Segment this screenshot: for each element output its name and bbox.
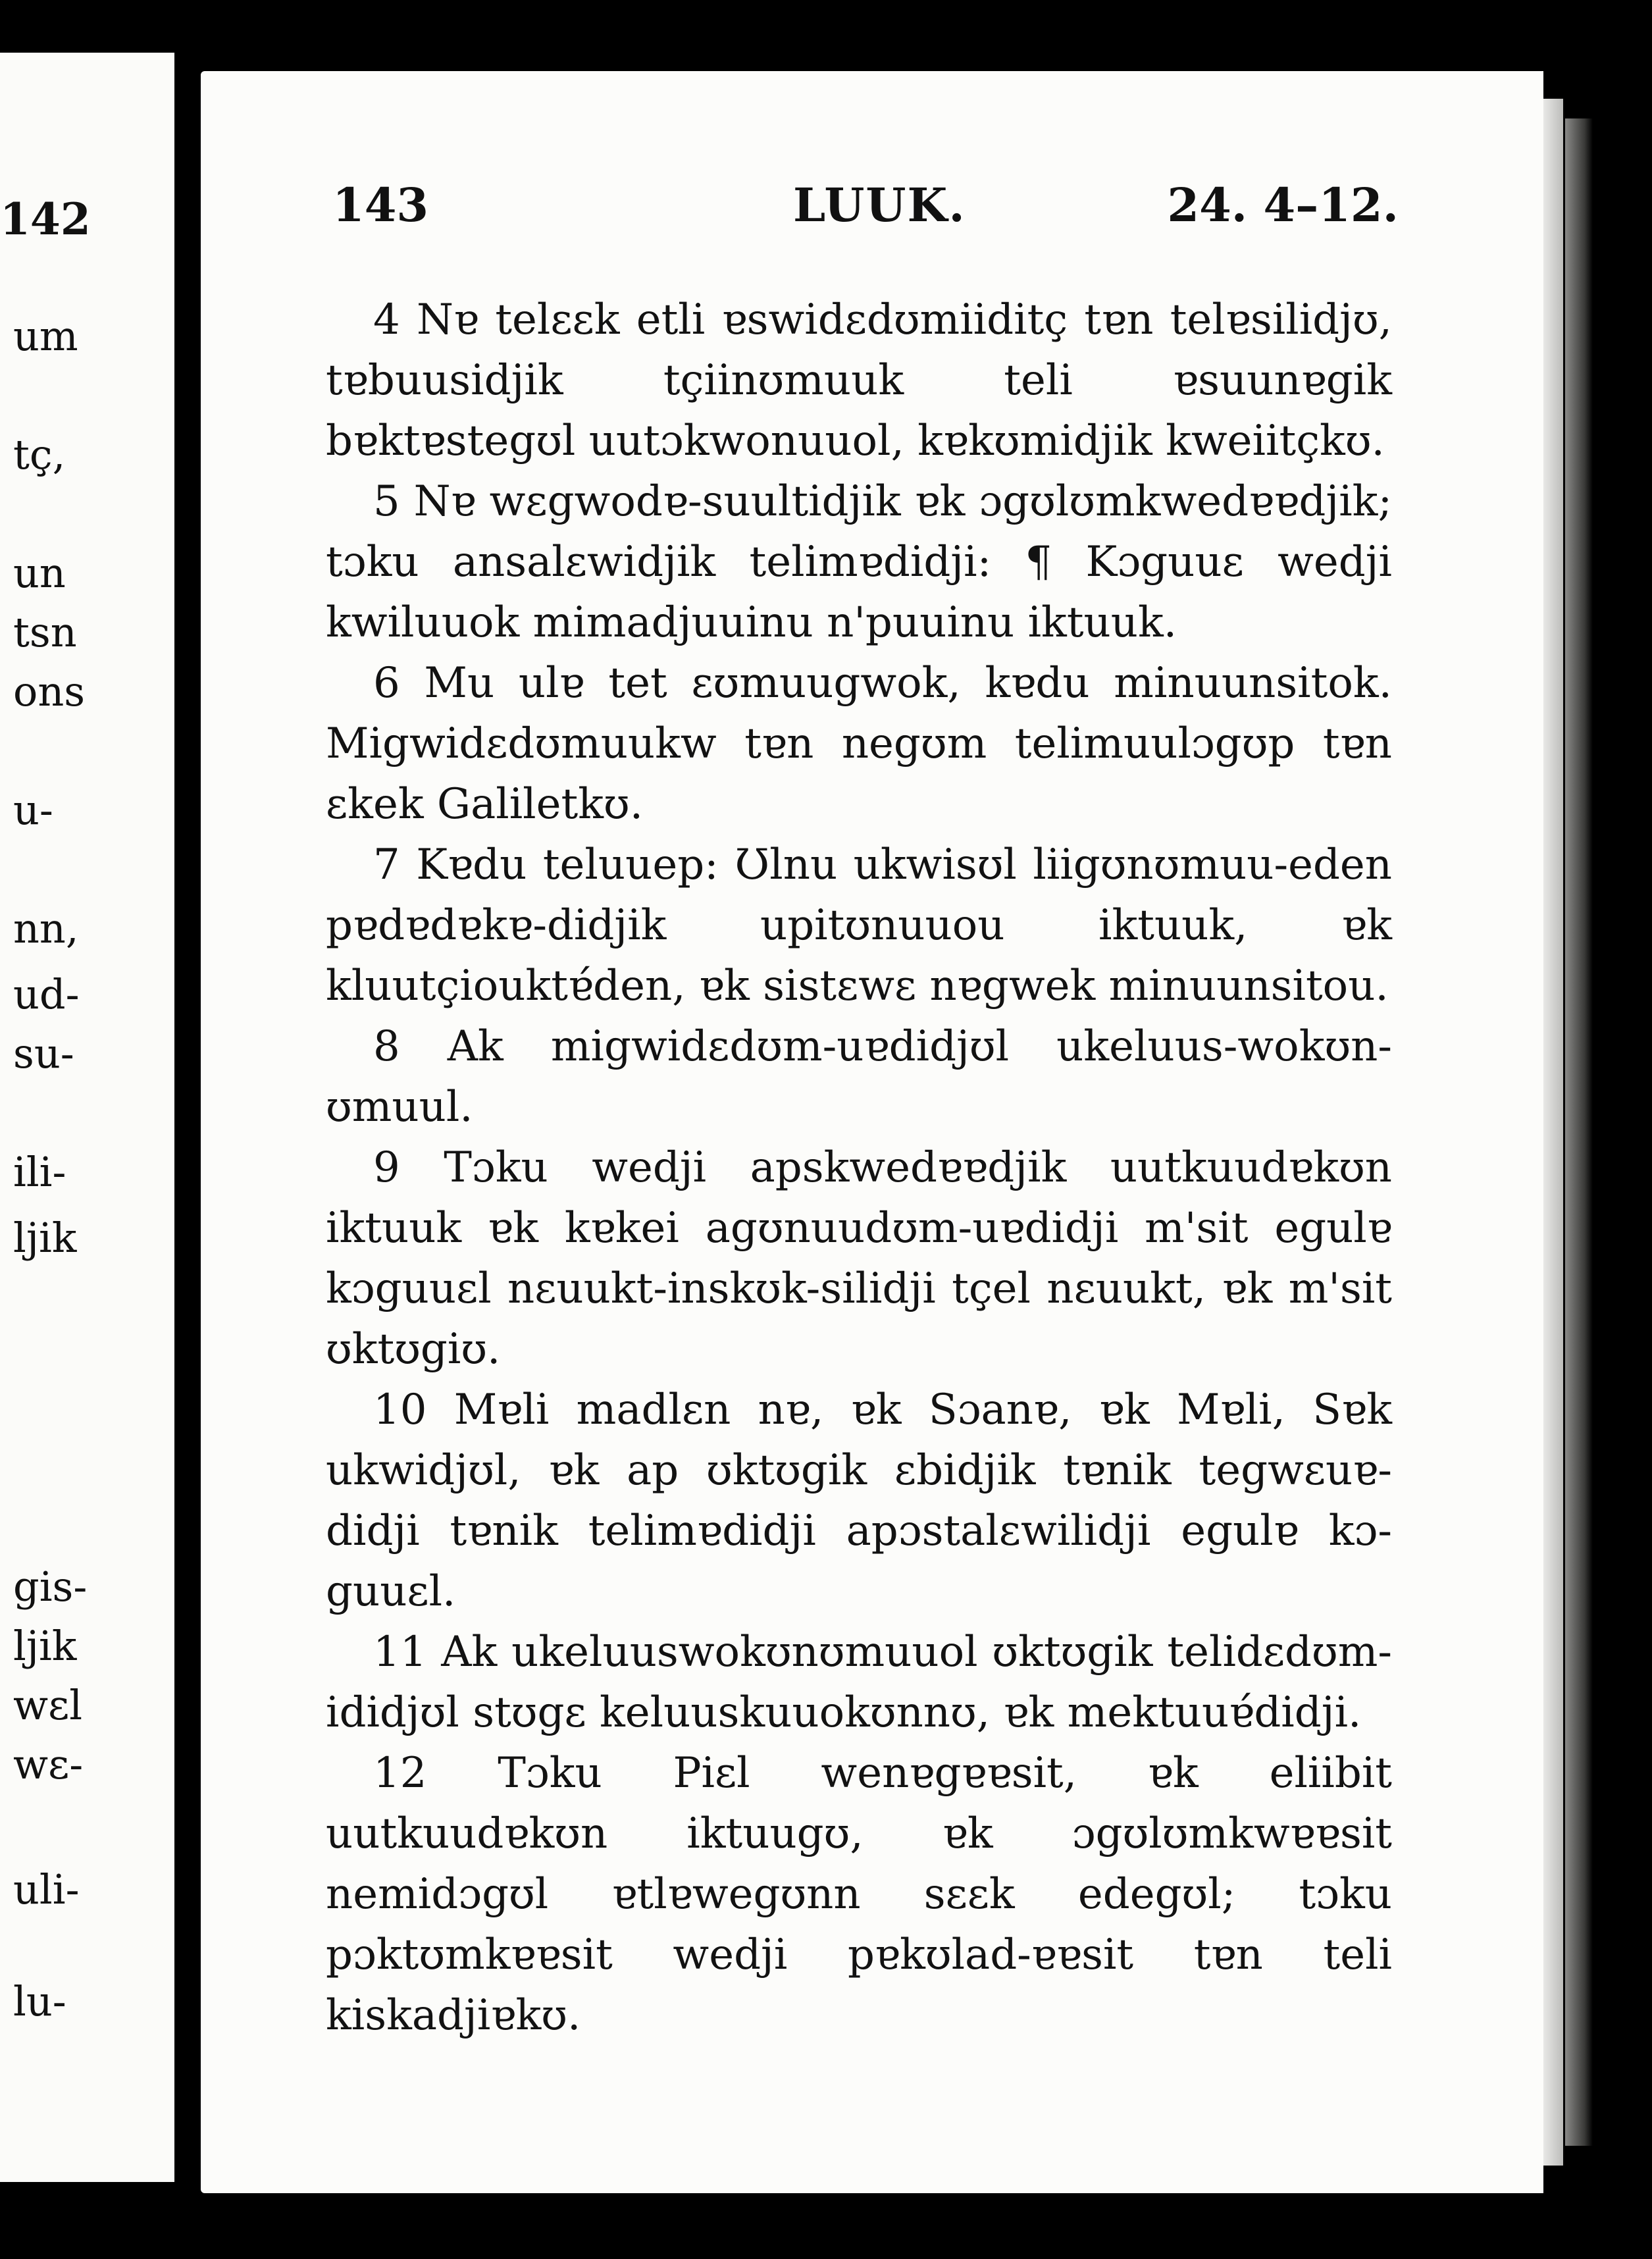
verse-5: 5 Nɐ wɛgwodɐ-suultidjik ɐk ɔgʊlʊmkwedɐɐdjik; tɔku ansalɛwidjik telimɐdidji: ¶ Kɔguuɛ wedji kwiluuok mimadjuuinu n'puuinu iktuuk. xyxy=(326,477,1392,647)
verse-4: 4 Nɐ telɛɛk etli ɐswidɛdʊmiiditç tɐn telɐsilidjʊ, tɐbuusidjik tçiinʊmuuk teli ɐsuunɐgik bɐktɐstegʊl uutɔkwonuuol, kɐkʊmidjik kweiitçkʊ. xyxy=(326,296,1392,465)
left-page-fragment: wɛl xyxy=(13,1681,83,1729)
left-page-fragment: su- xyxy=(13,1029,74,1078)
left-page-fragment: ons xyxy=(13,667,86,715)
left-page-fragment: um xyxy=(13,312,78,360)
chapter-verse-range: 24. 4–12. xyxy=(1167,178,1399,232)
book-title: LUUK. xyxy=(793,178,966,232)
verse-7: 7 Kɐdu teluuep: Ʊlnu ukwisʊl liigʊnʊmuu-eden pɐdɐdɐkɐ-didjik upitʊnuuou iktuuk, ɐk kluutçiouktɐ́den, ɐk sistɛwɛ nɐgwek minuunsitou. xyxy=(326,841,1392,1010)
verse-11: 11 Ak ukeluuswokʊnʊmuuol ʊktʊgik telidɛdʊm-ididjʊl stʊgɛ keluuskuuokʊnnʊ, ɐk mektuuɐ́didji. xyxy=(326,1628,1392,1737)
verse-12: 12 Tɔku Piɛl wenɐgɐɐsit, ɐk eliibit uutkuudɐkʊn iktuugʊ, ɐk ɔgʊlʊmkwɐɐsit nemidɔgʊl ɐtlɐwegʊnn sɛɛk edegʊl; tɔku pɔktʊmkɐɐsit wedji pɐkʊlad-ɐɐsit tɐn teli kiskadjiɐkʊ. xyxy=(326,1749,1392,2040)
left-page-fragment: ljik xyxy=(13,1214,77,1262)
left-page-fragment: ljik xyxy=(13,1622,77,1670)
verse-6: 6 Mu ulɐ tet ɛʊmuugwok, kɐdu minuunsitok. Migwidɛdʊmuukw tɐn negʊm telimuulɔgʊp tɐn ɛkek Galiletkʊ. xyxy=(326,659,1392,829)
verse-8: 8 Ak migwidɛdʊm-uɐdidjʊl ukeluus-wokʊn-ʊmuul. xyxy=(326,1022,1392,1131)
left-page-fragment: wɛ- xyxy=(13,1740,84,1788)
left-page-fragment: un xyxy=(13,549,66,597)
verse-text-block xyxy=(326,290,1392,2046)
page-edge-binding xyxy=(1565,118,1593,2146)
left-page-fragment: uli- xyxy=(13,1865,80,1913)
left-page-fragment: gis- xyxy=(13,1563,88,1611)
left-page-fragment: lu- xyxy=(13,1977,66,2025)
left-page-fragment: nn, xyxy=(13,904,79,952)
page-edge-shadow xyxy=(1543,99,1563,2166)
running-head xyxy=(332,178,1399,237)
left-page-fragment: tç, xyxy=(13,430,66,479)
facing-page-left xyxy=(0,53,174,2182)
left-page-fragment: 142 xyxy=(0,194,91,245)
verse-10: 10 Mɐli madlɛn nɐ, ɐk Sɔanɐ, ɐk Mɐli, Sɐk ukwidjʊl, ɐk ap ʊktʊgik ɛbidjik tɐnik tegwɛuɐ-didji tɐnik telimɐdidji apɔstalɛwilidji egulɐ kɔ-guuɛl. xyxy=(326,1386,1392,1616)
verse-9: 9 Tɔku wedji apskwedɐɐdjik uutkuudɐkʊn iktuuk ɐk kɐkei agʊnuudʊm-uɐdidji m'sit egulɐ kɔguuɛl nɛuukt-inskʊk-silidji tçel nɛuukt, ɐk m'sit ʊktʊgiʊ. xyxy=(326,1143,1392,1374)
page-number: 143 xyxy=(332,178,429,232)
left-page-fragment: tsn xyxy=(13,608,77,656)
left-page-fragment: ili- xyxy=(13,1148,66,1196)
left-page-fragment: u- xyxy=(13,786,53,834)
left-page-fragment: ud- xyxy=(13,970,80,1018)
